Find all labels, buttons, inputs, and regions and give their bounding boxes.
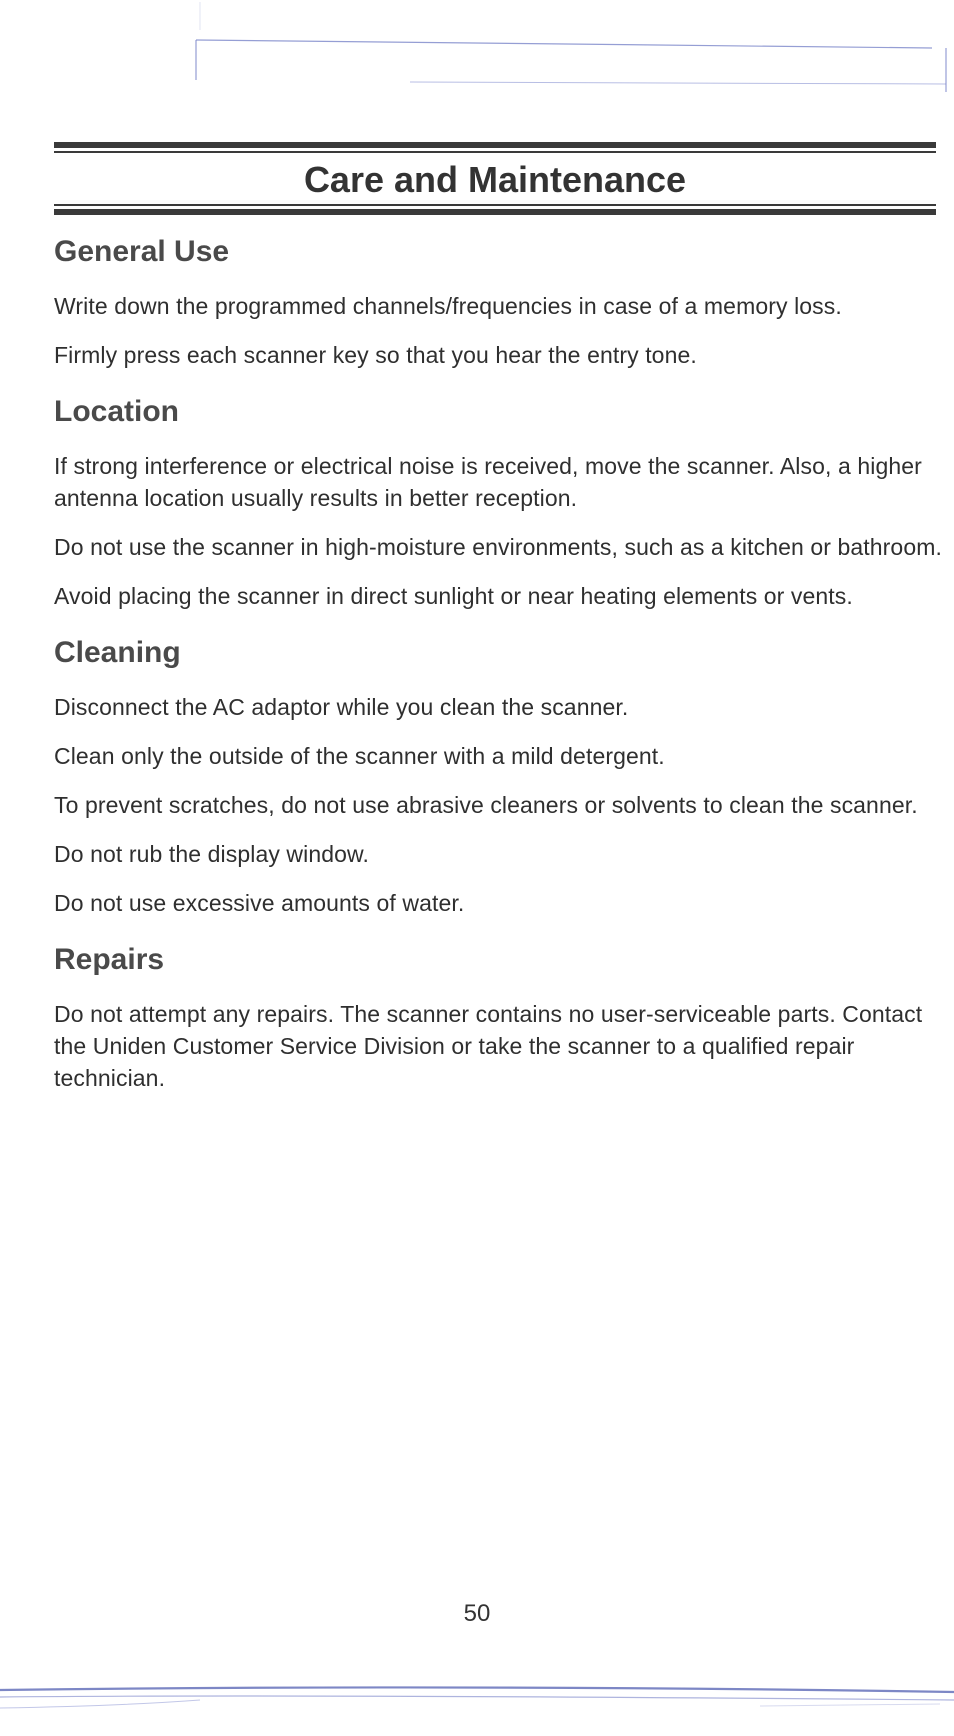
- section-heading: General Use: [54, 235, 230, 268]
- page-number: 50: [463, 1600, 491, 1627]
- page-content: [54, 228, 944, 1111]
- section-cleaning: [54, 629, 944, 919]
- paragraph: Do not rub the display window.: [54, 841, 369, 867]
- title-rule-top-thin: [54, 151, 936, 153]
- section-general-use: [54, 228, 944, 371]
- page-title: Care and Maintenance: [303, 159, 687, 200]
- section-heading: Cleaning: [54, 636, 181, 669]
- title-rule-bottom-thick: [54, 209, 936, 215]
- paragraph: Do not use the scanner in high-moisture environments, such as a kitchen or bathroom.: [54, 534, 942, 560]
- paragraph: Avoid placing the scanner in direct sunlight or near heating elements or vents.: [54, 583, 853, 609]
- paragraph: Clean only the outside of the scanner with a mild detergent.: [54, 743, 665, 769]
- section-heading: Repairs: [54, 943, 165, 976]
- title-rule-bottom-thin: [54, 204, 936, 206]
- paragraph: Write down the programmed channels/frequencies in case of a memory loss.: [54, 293, 842, 319]
- section-location: [54, 388, 944, 612]
- paragraph: Do not use excessive amounts of water.: [54, 890, 465, 916]
- title-rule-top-thick: [54, 142, 936, 148]
- paragraph: Disconnect the AC adaptor while you clean the scanner.: [54, 694, 629, 720]
- section-heading: Location: [54, 395, 179, 428]
- title-block: [54, 138, 936, 222]
- section-repairs: [54, 936, 944, 1094]
- paragraph: Firmly press each scanner key so that you hear the entry tone.: [54, 342, 697, 368]
- paragraph: To prevent scratches, do not use abrasive cleaners or solvents to clean the scanner.: [54, 792, 918, 818]
- paragraph: Do not attempt any repairs. The scanner contains no user-serviceable parts. Contact the Uniden Customer Service Division or take the scanner to a qualified repair technician.: [54, 1001, 923, 1091]
- paragraph: If strong interference or electrical noise is received, move the scanner. Also, a higher antenna location usually results in better reception.: [54, 453, 922, 511]
